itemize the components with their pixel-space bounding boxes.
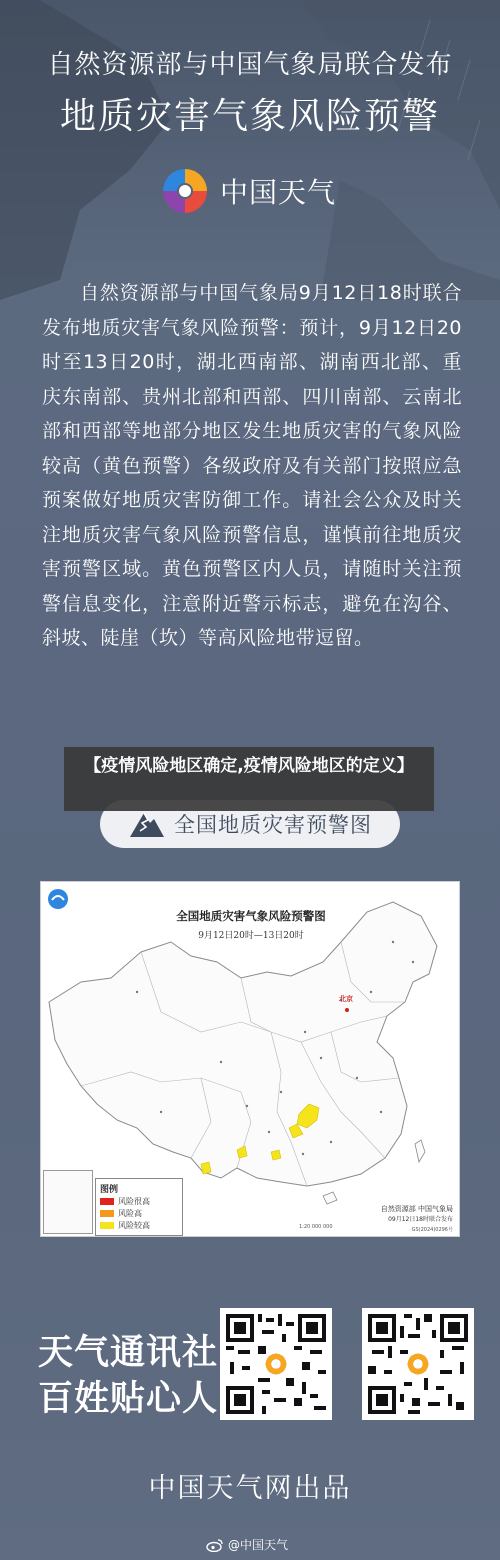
weibo-handle-text: @中国天气: [228, 1538, 289, 1552]
capital-label: 北京: [339, 995, 353, 1003]
legend-label: 风险较高: [118, 1221, 150, 1230]
brand-name: 中国天气: [220, 176, 337, 209]
bulletin-text: 自然资源部与中国气象局9月12日18时联合发布地质灾害气象风险预警：预计，9月12日20时至13日20时，湖北西南部、湖南西北部、重庆东南部、贵州北部和西部、四川南部、云南北部和西部等地部分地区发生地质灾害的气象风险较高（黄色预警）各级政府及有关部门按照应急预案做好地质灾害防御工作。请社会公众及时关注地质灾害气象风险预警信息，谨慎前往地质灾害预警区域。黄色预警区内人员，请随时关注预警信息变化，注意附近警示标志，避免在沟谷、斜坡、陡崖（坎）等高风险地带逗留。: [42, 282, 462, 649]
map-credit-time: 09月12日18时联合发布: [388, 1216, 453, 1223]
legend-label: 风险高: [118, 1209, 142, 1218]
qr-code-icon: [226, 1314, 326, 1414]
slogan-line1: 天气通讯社: [38, 1333, 219, 1373]
legend-label: 风险很高: [118, 1197, 150, 1206]
map-date: 9月12日20时—13日20时: [198, 931, 304, 941]
legend-item: [100, 1196, 150, 1207]
south-china-sea-inset: [43, 1170, 93, 1234]
qr-code-right[interactable]: [362, 1308, 474, 1420]
china-weather-logo-icon: [160, 166, 210, 216]
header-publisher: 自然资源部与中国气象局联合发布: [47, 50, 453, 80]
cma-logo-icon: [47, 888, 69, 910]
legend-title: 图例: [100, 1185, 119, 1195]
map-section-title: 全国地质灾害预警图: [174, 813, 372, 837]
mountain-warning-icon: [128, 809, 166, 839]
qr-code-left[interactable]: [220, 1308, 332, 1420]
legend-swatch-elevated: [100, 1222, 114, 1229]
legend-item: [100, 1220, 150, 1231]
qr-code-icon: [368, 1314, 468, 1414]
map-credit-publisher: 自然资源部 中国气象局: [380, 1205, 453, 1213]
legend-swatch-high: [100, 1210, 114, 1217]
weibo-handle[interactable]: [206, 1536, 288, 1553]
brand: [160, 166, 336, 216]
article-title-overlay: 【疫情风险地区确定,疫情风险地区的定义】: [64, 747, 434, 811]
map-title: 全国地质灾害气象风险预警图: [176, 909, 326, 923]
legend-item: [100, 1208, 142, 1219]
header-title: 地质灾害气象风险预警: [59, 96, 440, 137]
slogan: [38, 1330, 218, 1422]
map-approval-code: GS(2024)0296号: [411, 1227, 453, 1233]
legend-swatch-very-high: [100, 1198, 114, 1205]
weibo-icon: [206, 1538, 224, 1552]
publisher-footer: 中国天气网出品: [148, 1473, 352, 1504]
warning-map: [40, 881, 460, 1237]
slogan-line2: 百姓贴心人: [38, 1379, 219, 1419]
map-scale: 1:20 000 000: [299, 1224, 333, 1230]
map-legend: [95, 1178, 183, 1236]
